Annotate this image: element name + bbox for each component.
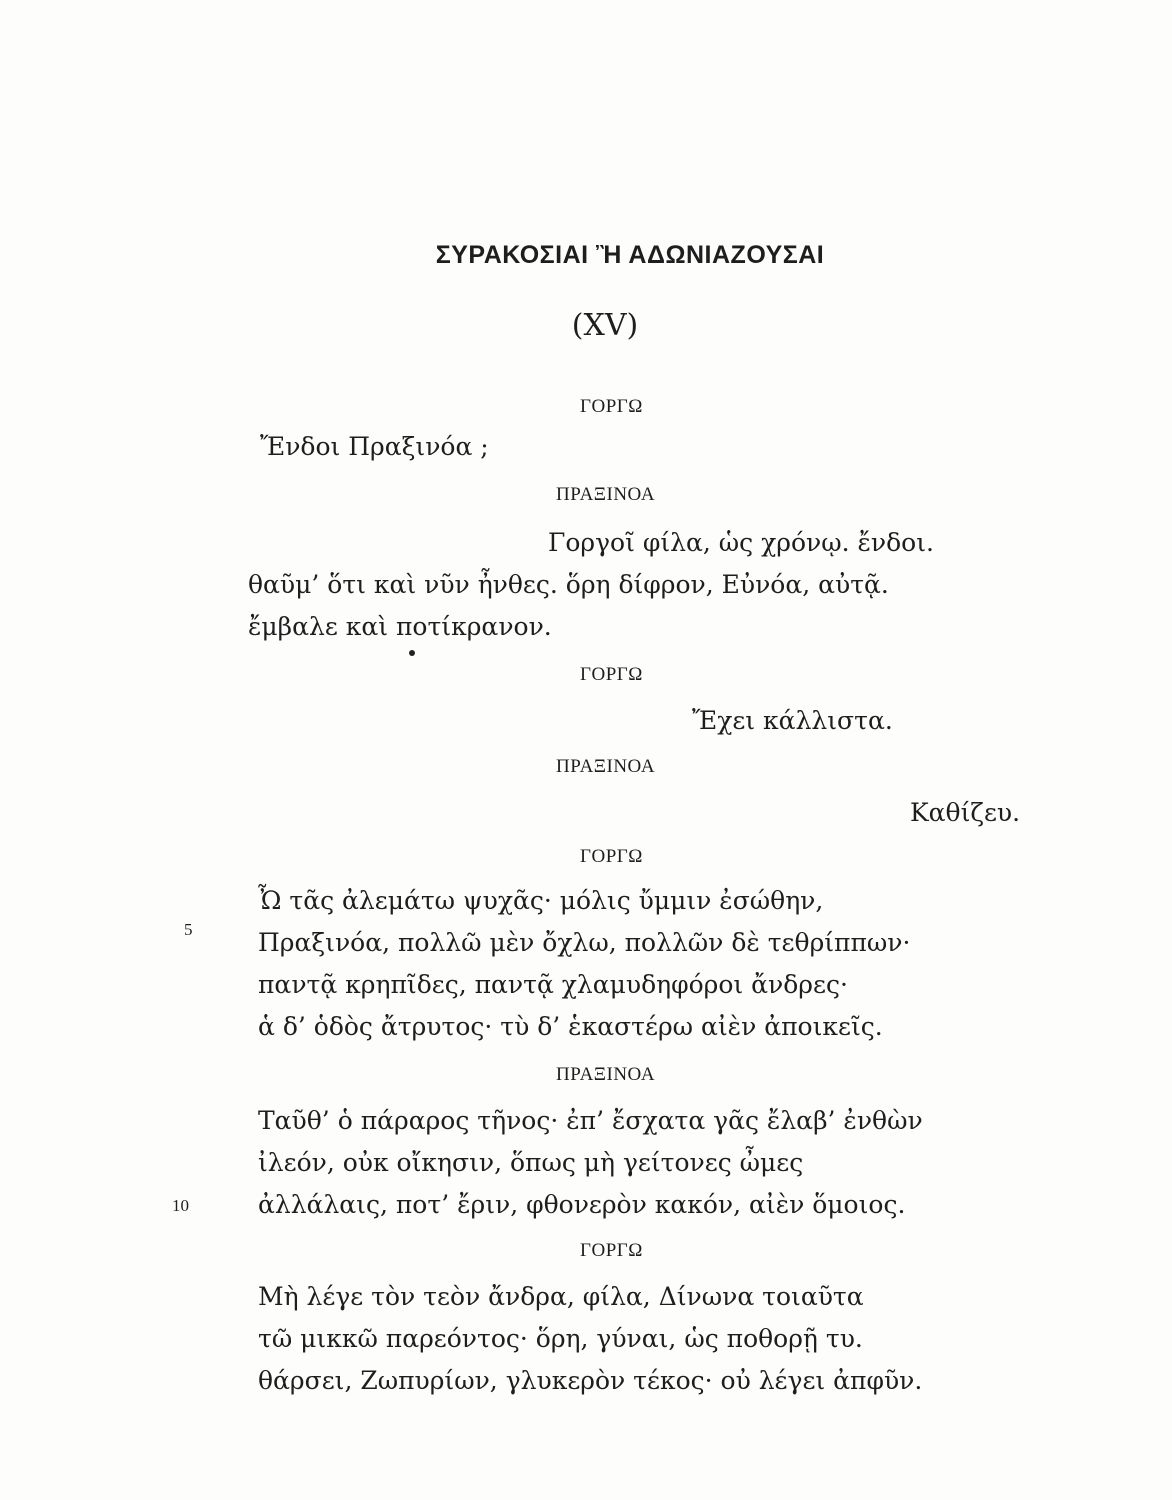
line-number: 5 (184, 920, 193, 939)
speaker-gorgo: ΓΟΡΓΩ (580, 1240, 643, 1261)
verse-line: ἀλλάλαις, ποτ’ ἔριν, φθονερὸν κακόν, αἰὲν ὅμοιος. (258, 1190, 906, 1219)
verse-line: Ταῦθ’ ὁ πάραρος τῆνος· ἐπ’ ἔσχατα γᾶς ἔλαβ’ ἐνθὼν (258, 1106, 923, 1135)
speaker-praxinoa: ΠΡΑΞΙΝΟΑ (556, 484, 656, 505)
verse-line: Ἔχει κάλλιστα. (692, 706, 893, 735)
speaker-praxinoa: ΠΡΑΞΙΝΟΑ (556, 1064, 656, 1085)
verse-line: θάρσει, Ζωπυρίων, γλυκερὸν τέκος· οὐ λέγει ἀπφῦν. (258, 1366, 923, 1395)
speaker-gorgo: ΓΟΡΓΩ (580, 846, 643, 867)
verse-line: ἰλεόν, οὐκ οἴκησιν, ὅπως μὴ γείτονες ὦμες (258, 1148, 804, 1177)
verse-line: Πραξινόα, πολλῶ μὲν ὄχλω, πολλῶν δὲ τεθρίππων· (258, 928, 911, 957)
speaker-praxinoa: ΠΡΑΞΙΝΟΑ (556, 756, 656, 777)
verse-line: ἔμβαλε καὶ ποτίκρανον. (248, 612, 552, 641)
speaker-gorgo: ΓΟΡΓΩ (580, 396, 643, 417)
speaker-gorgo: ΓΟΡΓΩ (580, 664, 643, 685)
verse-line: Ἔνδοι Πραξινόα ; (260, 432, 489, 461)
ink-speck (409, 650, 415, 656)
verse-line: Γοργοῖ φίλα, ὡς χρόνῳ. ἔνδοι. (548, 528, 934, 557)
verse-line: θαῦμ’ ὅτι καὶ νῦν ἦνθες. ὅρη δίφρον, Εὐνόα, αὐτᾷ. (248, 570, 889, 599)
verse-line: Καθίζευ. (910, 798, 1021, 827)
line-number: 10 (172, 1196, 189, 1215)
verse-line: Μὴ λέγε τὸν τεὸν ἄνδρα, φίλα, Δίνωνα τοιαῦτα (258, 1282, 864, 1311)
verse-line: παντᾷ κρηπῖδες, παντᾷ χλαμυδηφόροι ἄνδρες· (258, 970, 848, 999)
poem-title: ΣΥΡΑΚΟΣΙΑΙ Ἢ ΑΔΩΝΙΑΖΟΥΣΑΙ (435, 241, 825, 269)
verse-line: Ὦ τᾶς ἀλεμάτω ψυχᾶς· μόλις ὔμμιν ἐσώθην, (258, 886, 824, 915)
poem-numeral: (XV) (571, 308, 639, 343)
verse-line: ἁ δ’ ὁδὸς ἄτρυτος· τὺ δ’ ἑκαστέρω αἰὲν ἀποικεῖς. (258, 1012, 883, 1041)
verse-line: τῶ μικκῶ παρεόντος· ὅρη, γύναι, ὡς ποθορῇ τυ. (258, 1324, 863, 1353)
